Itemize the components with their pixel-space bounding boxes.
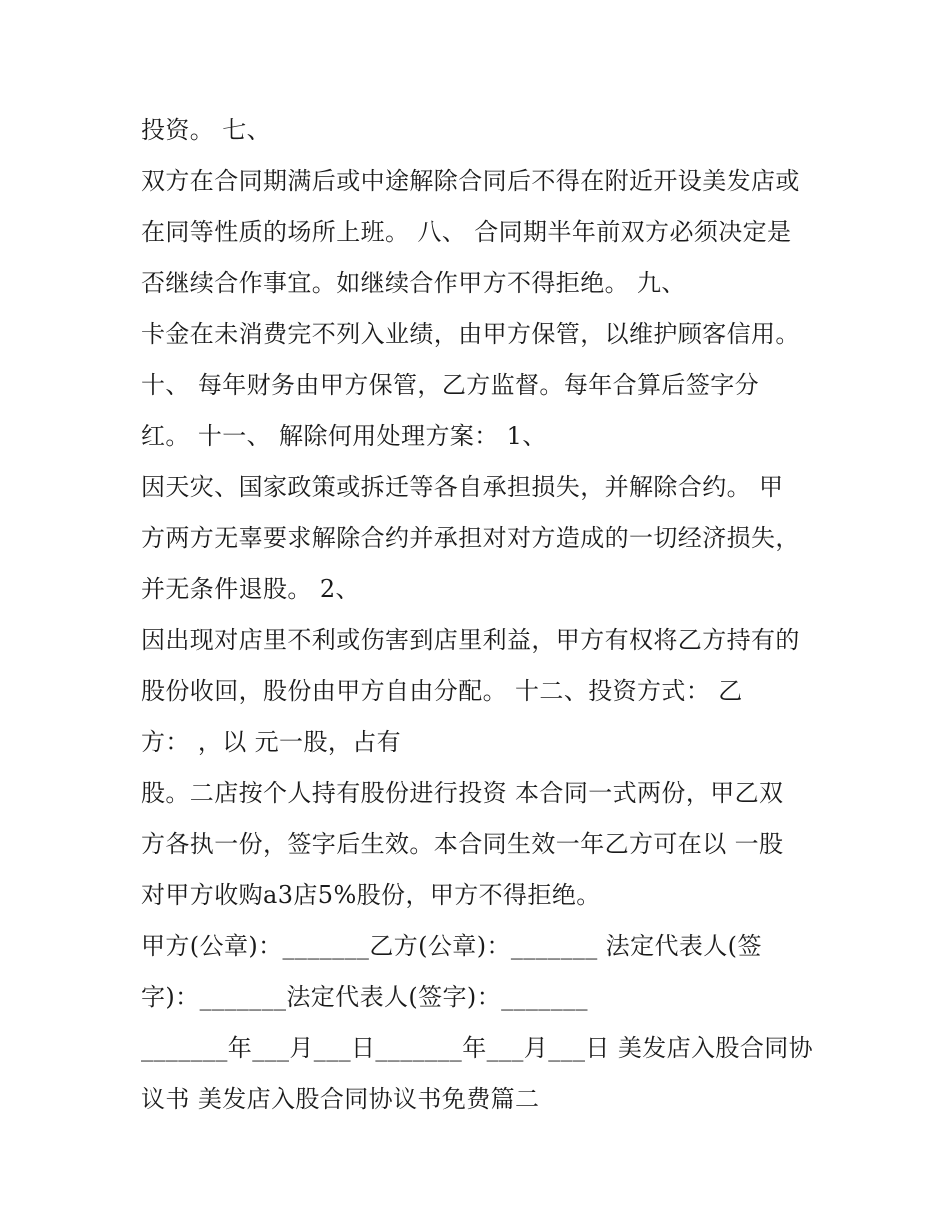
text-line-6: 十、 每年财务由甲方保管，乙方监督。每年合算后签字分 [141,371,760,399]
text-line-15: 方各执一份，签字后生效。本合同生效一年乙方可在以 一股 [141,830,784,858]
text-line-4: 否继续合作事宜。如继续合作甲方不得拒绝。 九、 [141,269,686,297]
text-line-5: 卡金在未消费完不列入业绩，由甲方保管，以维护顾客信用。 [141,320,800,348]
text-line-1: 投资。 七、 [141,116,272,144]
text-line-8: 因天灾、国家政策或拆迁等各自承担损失，并解除合约。 甲 [141,473,784,501]
text-line-13: 方： ，以 元一股，占有 [141,728,402,756]
text-line-12: 股份收回，股份由甲方自由分配。 十二、投资方式： 乙 [141,677,743,705]
signature-line-representatives: 字)：_______法定代表人(签字)：_______ [141,983,588,1011]
text-line-11: 因出现对店里不利或伤害到店里利益，甲方有权将乙方持有的 [141,626,800,654]
text-line-9: 方两方无辜要求解除合约并承担对对方造成的一切经济损失， [141,524,800,552]
text-line-2: 双方在合同期满后或中途解除合同后不得在附近开设美发店或 [141,167,800,195]
text-line-14: 股。二店按个人持有股份进行投资 本合同一式两份，甲乙双 [141,779,784,807]
text-line-10: 并无条件退股。 2、 [141,575,360,603]
text-line-3: 在同等性质的场所上班。 八、 合同期半年前双方必须决定是 [141,218,792,246]
text-line-16: 对甲方收购a3店5%股份，甲方不得拒绝。 [141,881,601,909]
signature-line-parties: 甲方(公章)：_______乙方(公章)：_______ 法定代表人(签 [141,932,762,960]
date-line: _______年___月___日_______年___月___日 美发店入股合同协 [141,1034,814,1062]
text-line-7: 红。 十一、 解除何用处理方案： 1、 [141,422,547,450]
text-line-20: 议书 美发店入股合同协议书免费篇二 [141,1085,540,1113]
